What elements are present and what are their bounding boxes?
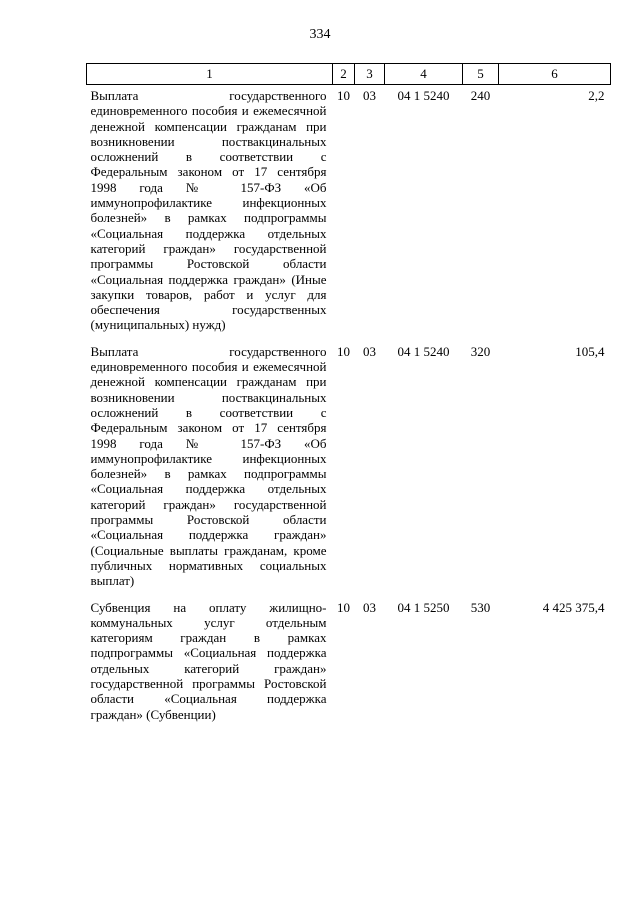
row-target-article: 04 1 5250 bbox=[397, 599, 450, 615]
table-header bbox=[87, 64, 611, 85]
table-row bbox=[87, 597, 611, 730]
row-description: Выплата государственного единовременного пособия и ежемесячной денежной компенсации гражданам при возникновении поствакцинальных осложнений в соответствии с Федеральным законом от 17 сентября 1998 года № 157-ФЗ «Об иммунопрофилактике инфекционных болезней» в рамках подпрограммы «Социальная поддержка отдельных категорий граждан» государственной программы Ростовской области «Социальная поддержка граждан» (Иные закупки товаров, работ и услуг для обеспечения государственных (муниципальных) нужд) bbox=[90, 88, 327, 333]
header-cell-2: 2 bbox=[333, 64, 355, 85]
row-amount: 2,2 bbox=[588, 88, 605, 103]
row-target-article: 04 1 5240 bbox=[397, 88, 450, 103]
row-subsection: 03 bbox=[363, 599, 376, 615]
header-cell-4: 4 bbox=[385, 64, 463, 85]
header-cell-6: 6 bbox=[499, 64, 611, 85]
row-section: 10 bbox=[337, 88, 350, 103]
row-expense-type: 240 bbox=[470, 88, 491, 103]
row-section: 10 bbox=[337, 599, 350, 615]
row-description: Выплата государственного единовременного пособия и ежемесячной денежной компенсации гражданам при возникновении поствакцинальных осложнений в соответствии с Федеральным законом от 17 сентября 1998 года № 157-ФЗ «Об иммунопрофилактике инфекционных болезней» в рамках подпрограммы «Социальная поддержка отдельных категорий граждан» государственной программы Ростовской области «Социальная поддержка граждан» (Социальные выплаты гражданам, кроме публичных нормативных социальных выплат) bbox=[90, 343, 327, 589]
table-body bbox=[87, 85, 611, 730]
row-subsection: 03 bbox=[363, 88, 376, 103]
page-number: 334 bbox=[309, 27, 331, 42]
table-row bbox=[87, 341, 611, 597]
row-expense-type: 320 bbox=[470, 343, 491, 359]
header-row bbox=[87, 64, 611, 85]
row-amount: 4 425 375,4 bbox=[542, 599, 605, 615]
header-cell-1: 1 bbox=[87, 64, 333, 85]
row-subsection: 03 bbox=[363, 343, 376, 359]
table-row bbox=[87, 85, 611, 341]
budget-table bbox=[86, 63, 611, 730]
row-section: 10 bbox=[337, 343, 350, 359]
row-expense-type: 530 bbox=[470, 599, 491, 615]
row-target-article: 04 1 5240 bbox=[397, 343, 450, 359]
header-cell-3: 3 bbox=[355, 64, 385, 85]
row-description: Субвенция на оплату жилищно-коммунальных услуг отдельным категориям граждан в рамках подпрограммы «Социальная поддержка отдельных категорий граждан» государственной программы Ростовской области «Социальная поддержка граждан» (Субвенции) bbox=[90, 599, 327, 722]
header-cell-5: 5 bbox=[463, 64, 499, 85]
row-amount: 105,4 bbox=[575, 343, 605, 359]
